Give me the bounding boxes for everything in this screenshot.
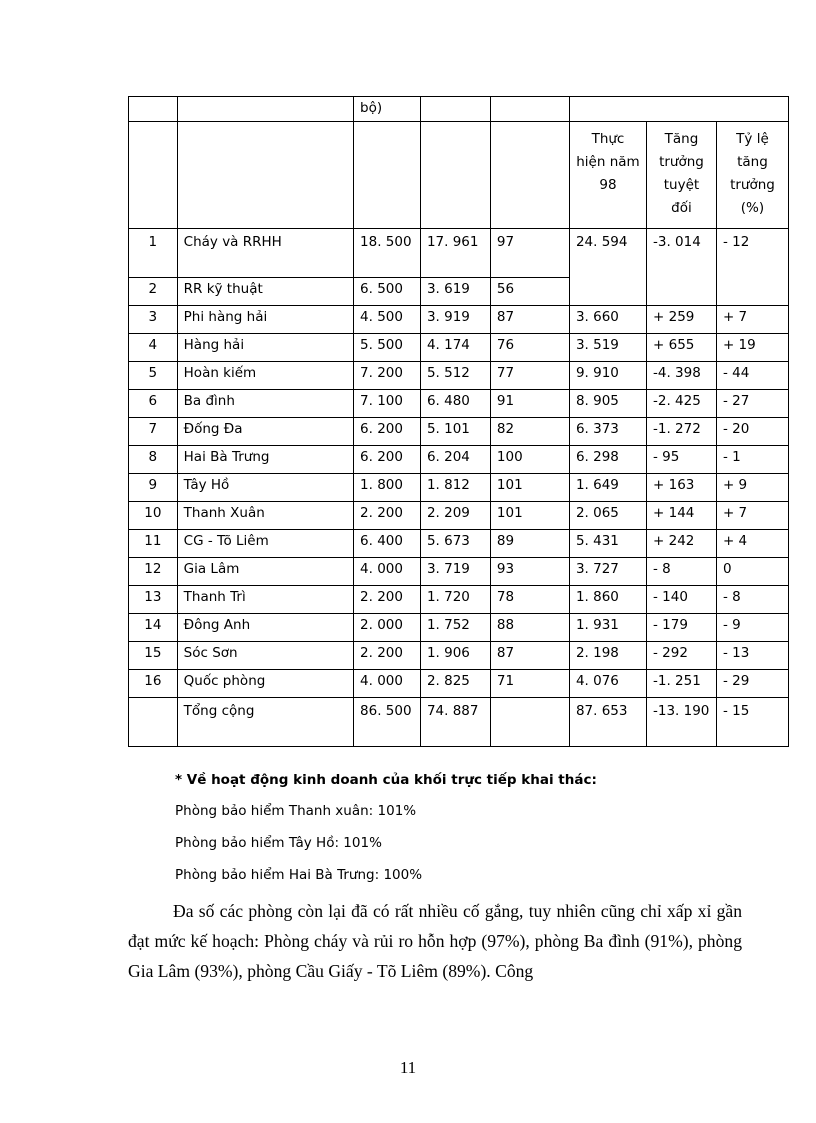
body-paragraph: Đa số các phòng còn lại đã có rất nhiều cố gắng, tuy nhiên cũng chỉ xấp xỉ gần đạt mức kế hoạch: Phòng cháy và rủi ro hỗn hợp (97%), phòng Ba đình (91%), phòng Gia Lâm (93%), phòng Cầu Giấy - Tõ Liêm (89%). Công [128, 901, 742, 981]
table-cell: 6. 373 [569, 418, 646, 446]
table-cell: 0 [716, 558, 788, 586]
table-row [129, 390, 789, 418]
table-cell: 17. 961 [420, 229, 490, 278]
table-cell: 1. 860 [569, 586, 646, 614]
table-cell: 6. 200 [354, 418, 421, 446]
table-cell: - 9 [716, 614, 788, 642]
table-cell: 5. 512 [420, 362, 490, 390]
header-absolute-growth: Tăng trưởng tuyệt đối [647, 122, 717, 229]
table-cell: 6. 204 [420, 446, 490, 474]
page-number: 11 [399, 1058, 417, 1077]
table-cell: 18. 500 [354, 229, 421, 278]
table-continuation-row [129, 97, 789, 122]
table-cell: 8 [129, 446, 178, 474]
table-row [129, 474, 789, 502]
table-cell: -2. 425 [647, 390, 717, 418]
table-cell: - 15 [716, 698, 788, 747]
table-cell: + 19 [716, 334, 788, 362]
table-cell: 78 [490, 586, 569, 614]
table-cell: 101 [490, 474, 569, 502]
table-cell: 74. 887 [420, 698, 490, 747]
table-cell: Thanh Trì [177, 586, 353, 614]
table-cell: -3. 014 [647, 229, 717, 306]
header-actual-98: Thực hiện năm 98 [569, 122, 646, 229]
table-cell [177, 97, 353, 122]
table-cell: Quốc phòng [177, 670, 353, 698]
table-cell: - 179 [647, 614, 717, 642]
table-cell: 4. 500 [354, 306, 421, 334]
table-cell: 82 [490, 418, 569, 446]
table-cell: 6. 480 [420, 390, 490, 418]
note-line: Phòng bảo hiểm Hai Bà Trưng: 100% [175, 867, 423, 883]
table-cell: 8. 905 [569, 390, 646, 418]
table-cell: 6. 400 [354, 530, 421, 558]
table-cell: + 242 [647, 530, 717, 558]
table-cell: - 292 [647, 642, 717, 670]
table-cell: 1. 812 [420, 474, 490, 502]
table-cell: + 163 [647, 474, 717, 502]
table-cell: 6 [129, 390, 178, 418]
note-line: Phòng bảo hiểm Tây Hồ: 101% [175, 835, 382, 851]
table-cell: 87 [490, 306, 569, 334]
table-cell: 5. 431 [569, 530, 646, 558]
table-cell: 1. 720 [420, 586, 490, 614]
table-cell: 56 [490, 278, 569, 306]
table-cell: 9 [129, 474, 178, 502]
table-cell: Hai Bà Trưng [177, 446, 353, 474]
table-cell: 6. 298 [569, 446, 646, 474]
table-cell [490, 698, 569, 747]
table-row [129, 334, 789, 362]
table-cell: 77 [490, 362, 569, 390]
table-cell: 1. 906 [420, 642, 490, 670]
table-cell: 12 [129, 558, 178, 586]
table-cell: - 27 [716, 390, 788, 418]
table-header-row [129, 122, 789, 229]
table-cell: 15 [129, 642, 178, 670]
table-cell: 24. 594 [569, 229, 646, 306]
table-cell: 1. 752 [420, 614, 490, 642]
note-line: Phòng bảo hiểm Thanh xuân: 101% [175, 803, 417, 819]
table-cell: 4. 000 [354, 670, 421, 698]
table-cell: 7. 200 [354, 362, 421, 390]
table-cell: 93 [490, 558, 569, 586]
table-cell: 4. 076 [569, 670, 646, 698]
table-cell: - 1 [716, 446, 788, 474]
table-row [129, 446, 789, 474]
table-cell [177, 122, 353, 229]
table-cell: 87. 653 [569, 698, 646, 747]
table-cell: 7. 100 [354, 390, 421, 418]
table-cell: 4. 174 [420, 334, 490, 362]
table-cell: - 95 [647, 446, 717, 474]
table-cell: 9. 910 [569, 362, 646, 390]
table-row [129, 362, 789, 390]
table-cell [420, 97, 490, 122]
table-cell: Hàng hải [177, 334, 353, 362]
table-cell: - 13 [716, 642, 788, 670]
table-cell: + 9 [716, 474, 788, 502]
table-cell: bộ) [354, 97, 421, 122]
table-cell: Thanh Xuân [177, 502, 353, 530]
table-cell: 1. 649 [569, 474, 646, 502]
table-cell: + 259 [647, 306, 717, 334]
table-cell [569, 97, 788, 122]
table-cell: 91 [490, 390, 569, 418]
table-cell: 89 [490, 530, 569, 558]
table-cell: - 29 [716, 670, 788, 698]
table-cell: 4. 000 [354, 558, 421, 586]
table-cell: RR kỹ thuật [177, 278, 353, 306]
table-row [129, 642, 789, 670]
table-row [129, 502, 789, 530]
table-row [129, 586, 789, 614]
table-cell: - 20 [716, 418, 788, 446]
table-cell: Cháy và RRHH [177, 229, 353, 278]
table-cell: 2. 209 [420, 502, 490, 530]
table-cell: 2. 200 [354, 502, 421, 530]
table-cell: Đống Đa [177, 418, 353, 446]
table-row [129, 530, 789, 558]
table-cell: 2. 200 [354, 642, 421, 670]
table-cell: 2. 825 [420, 670, 490, 698]
table-cell: + 144 [647, 502, 717, 530]
table-cell: 3. 919 [420, 306, 490, 334]
table-cell: 3. 727 [569, 558, 646, 586]
table-cell: 5. 500 [354, 334, 421, 362]
table-cell: 11 [129, 530, 178, 558]
table-cell: -13. 190 [647, 698, 717, 747]
table-row [129, 306, 789, 334]
table-cell: 1. 931 [569, 614, 646, 642]
table-cell: 100 [490, 446, 569, 474]
table-cell [129, 97, 178, 122]
table-cell: 3. 519 [569, 334, 646, 362]
table-cell: 97 [490, 229, 569, 278]
table-cell: 101 [490, 502, 569, 530]
table-cell: 3 [129, 306, 178, 334]
table-cell: Sóc Sơn [177, 642, 353, 670]
section-title: * Về hoạt động kinh doanh của khối trực tiếp khai thác: [175, 772, 597, 788]
table-cell: CG - Tõ Liêm [177, 530, 353, 558]
table-cell [490, 97, 569, 122]
table-cell: 2. 200 [354, 586, 421, 614]
table-cell: 1. 800 [354, 474, 421, 502]
table-cell [490, 122, 569, 229]
table-row [129, 418, 789, 446]
table-cell: 10 [129, 502, 178, 530]
table-cell: - 12 [716, 229, 788, 306]
results-table [128, 96, 789, 747]
table-cell: - 8 [716, 586, 788, 614]
header-growth-rate: Tỷ lệ tăng trưởng (%) [716, 122, 788, 229]
table-cell: + 7 [716, 306, 788, 334]
table-cell: - 8 [647, 558, 717, 586]
table-cell: 5. 101 [420, 418, 490, 446]
table-cell: 2. 065 [569, 502, 646, 530]
table-cell: -4. 398 [647, 362, 717, 390]
table-cell: 87 [490, 642, 569, 670]
table-row [129, 229, 789, 278]
table-cell [420, 122, 490, 229]
table-cell: + 7 [716, 502, 788, 530]
table-cell: 2. 000 [354, 614, 421, 642]
table-row [129, 614, 789, 642]
table-cell: Đông Anh [177, 614, 353, 642]
table-cell: + 4 [716, 530, 788, 558]
table-cell: 2. 198 [569, 642, 646, 670]
table-cell: - 140 [647, 586, 717, 614]
table-cell: 4 [129, 334, 178, 362]
table-row [129, 558, 789, 586]
table-cell: 14 [129, 614, 178, 642]
table-cell: 5. 673 [420, 530, 490, 558]
table-cell: 2 [129, 278, 178, 306]
table-total-row [129, 698, 789, 747]
table-cell: 13 [129, 586, 178, 614]
table-cell: 76 [490, 334, 569, 362]
table-cell: Tây Hồ [177, 474, 353, 502]
table-cell: 88 [490, 614, 569, 642]
table-cell: 6. 200 [354, 446, 421, 474]
table-cell: - 44 [716, 362, 788, 390]
table-cell: 3. 619 [420, 278, 490, 306]
table-cell [129, 698, 178, 747]
table-cell: 86. 500 [354, 698, 421, 747]
table-cell: Tổng cộng [177, 698, 353, 747]
table-cell: Ba đình [177, 390, 353, 418]
table-cell: 6. 500 [354, 278, 421, 306]
table-row [129, 670, 789, 698]
table-cell: 3. 660 [569, 306, 646, 334]
table-cell: -1. 251 [647, 670, 717, 698]
table-cell: 71 [490, 670, 569, 698]
table-cell: 7 [129, 418, 178, 446]
table-cell: + 655 [647, 334, 717, 362]
table-cell: 5 [129, 362, 178, 390]
table-cell: Phi hàng hải [177, 306, 353, 334]
table-cell: 1 [129, 229, 178, 278]
table-cell: 3. 719 [420, 558, 490, 586]
table-cell: -1. 272 [647, 418, 717, 446]
table-cell: 16 [129, 670, 178, 698]
table-cell [129, 122, 178, 229]
table-cell [354, 122, 421, 229]
table-cell: Hoàn kiếm [177, 362, 353, 390]
table-cell: Gia Lâm [177, 558, 353, 586]
